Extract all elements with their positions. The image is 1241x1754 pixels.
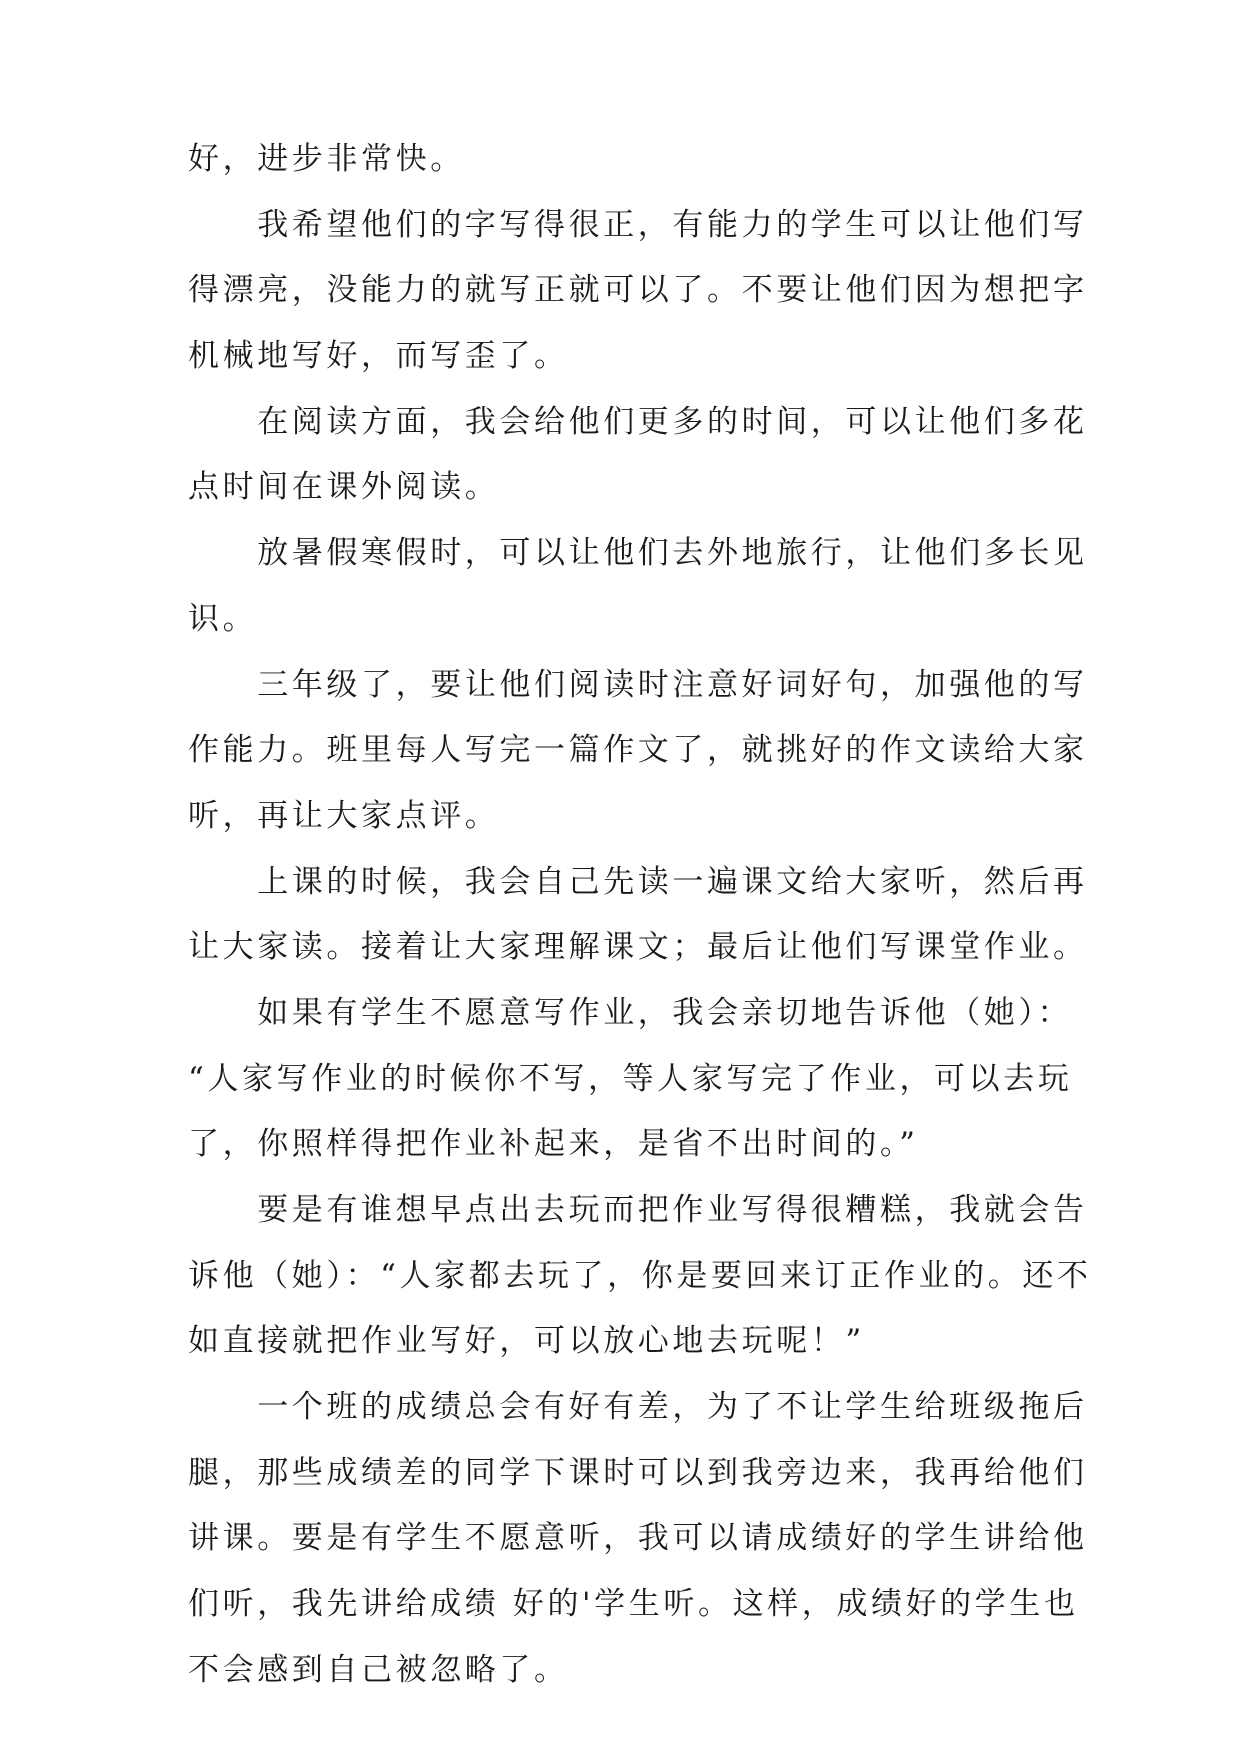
text-line: 腿，那些成绩差的同学下课时可以到我旁边来，我再给他们 (188, 1454, 1088, 1491)
text-line: 让大家读。接着让大家理解课文；最后让他们写课堂作业。 (188, 929, 1088, 966)
text-line: 识。 (188, 600, 258, 637)
text-line: 得漂亮，没能力的就写正就可以了。不要让他们因为想把字 (188, 272, 1088, 309)
text-line: 我希望他们的字写得很正，有能力的学生可以让他们写 (188, 206, 1088, 243)
text-line: 如果有学生不愿意写作业，我会亲切地告诉他（她）： (188, 994, 1073, 1031)
text-line: 了，你照样得把作业补起来，是省不出时间的。” (188, 1126, 919, 1163)
text-line: 要是有谁想早点出去玩而把作业写得很糟糕，我就会告 (188, 1192, 1088, 1228)
text-line: 机械地写好，而写歪了。 (188, 338, 569, 375)
document-body (188, 141, 1092, 1704)
text-line: 在阅读方面，我会给他们更多的时间，可以让他们多花 (188, 403, 1088, 440)
text-line: 好，进步非常快。 (188, 141, 465, 177)
text-line: 一个班的成绩总会有好有差，为了不让学生给班级拖后 (188, 1389, 1088, 1426)
text-line: 三年级了，要让他们阅读时注意好词好句，加强他的写 (188, 666, 1088, 703)
text-line: 不会感到自己被忽略了。 (188, 1651, 569, 1688)
text-line: 听，再让大家点评。 (188, 797, 500, 834)
text-line: 们听，我先讲给成绩 好的'学生听。这样，成绩好的学生也 (188, 1586, 1079, 1623)
text-line: “人家写作业的时候你不写，等人家写完了作业，可以去玩 (188, 1060, 1073, 1097)
text-line: 讲课。要是有学生不愿意听，我可以请成绩好的学生讲给他 (188, 1520, 1088, 1557)
text-line: 上课的时候，我会自己先读一遍课文给大家听，然后再 (188, 863, 1088, 900)
text-line: 放暑假寒假时，可以让他们去外地旅行，让他们多长见 (188, 535, 1088, 572)
text-line: 诉他（她）：“人家都去玩了，你是要回来订正作业的。还不 (188, 1257, 1092, 1294)
text-line: 作能力。班里每人写完一篇作文了，就挑好的作文读给大家 (188, 732, 1088, 769)
text-line: 点时间在课外阅读。 (188, 469, 500, 506)
text-line: 如直接就把作业写好，可以放心地去玩呢！” (188, 1323, 865, 1360)
